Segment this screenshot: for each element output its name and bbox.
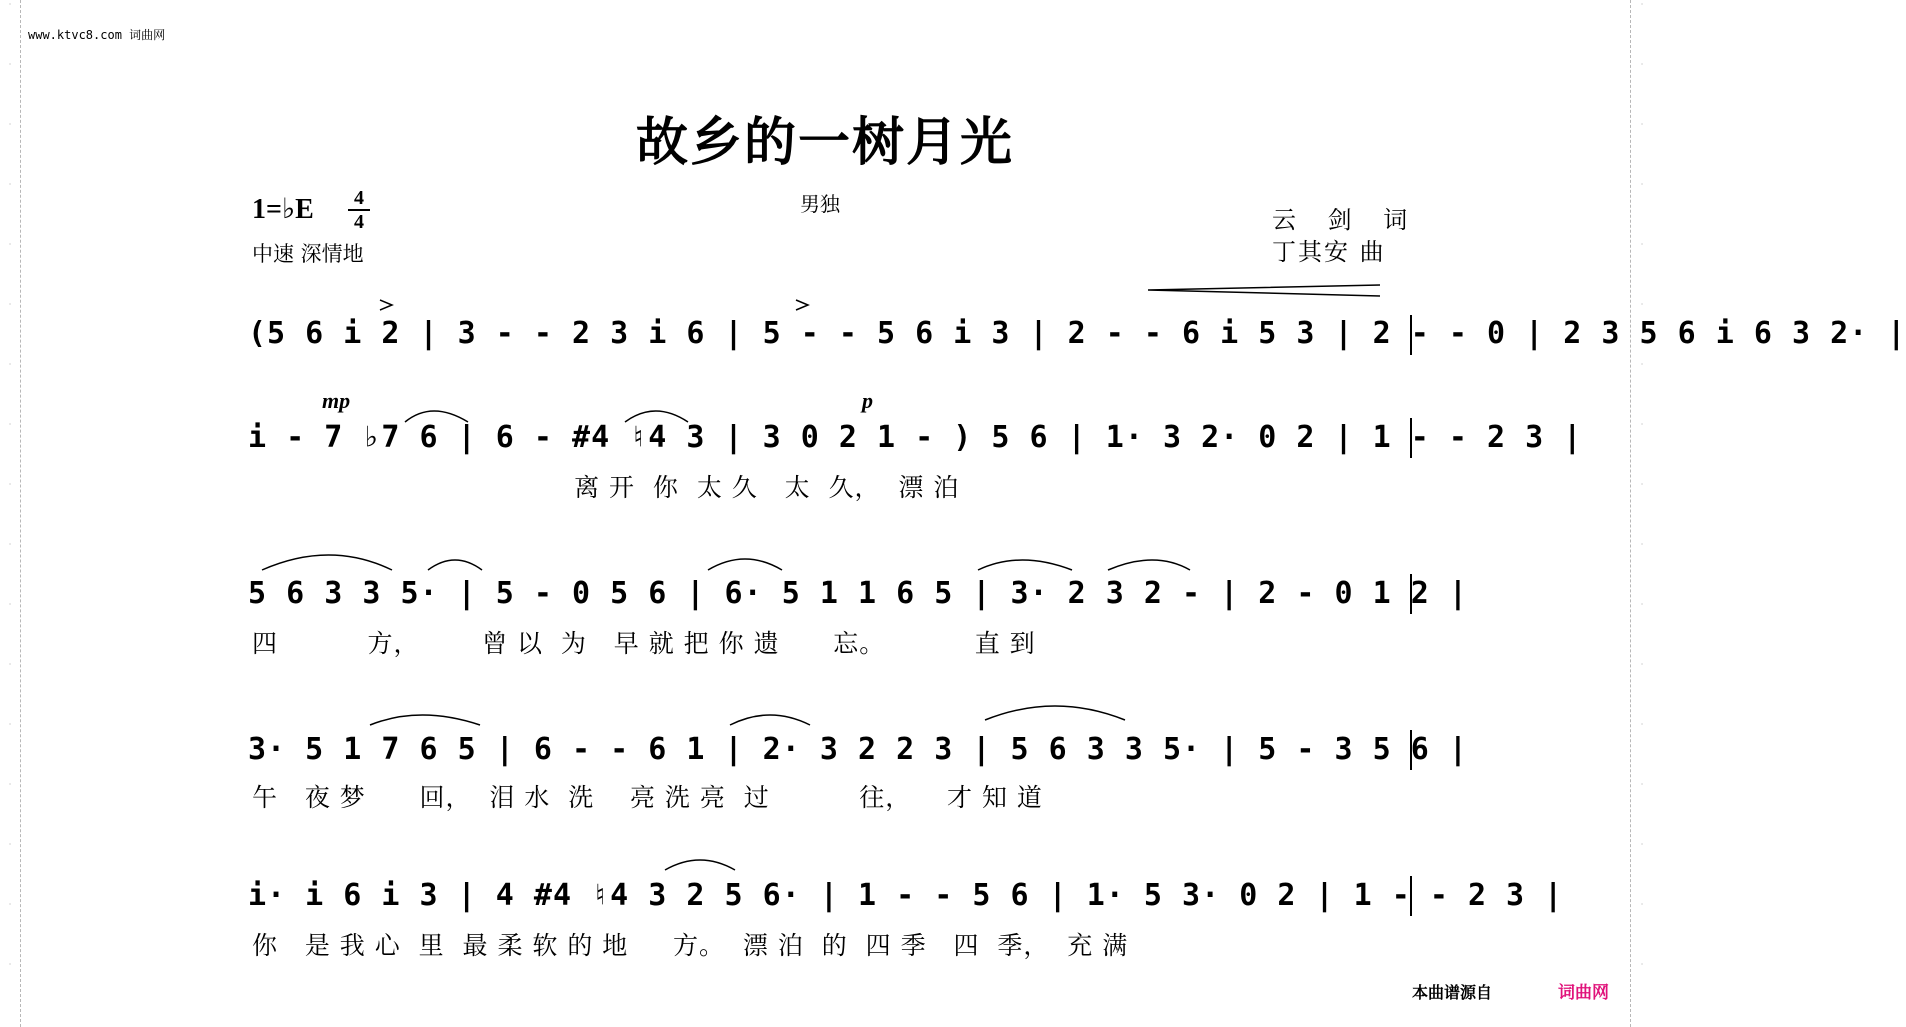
slur: [370, 715, 480, 725]
time-signature-top: 4: [354, 187, 364, 209]
time-signature-bottom: 4: [354, 211, 364, 233]
notation-line: (5 6 i 2 | 3 - - 2 3 i 6 | 5 - - 5 6 i 3 | 2 - - 6 i 5 3 | 2 - - 0 | 2 3 5 6 i 6 3 2· |: [248, 316, 1906, 351]
notation-line: i· i 6 i 3 | 4 #4 ♮4 3 2 5 6· | 1 - - 5 6 | 1· 5 3· 0 2 | 1 - - 2 3 |: [248, 878, 1564, 913]
lyricist-credit: 云 剑 词: [1272, 206, 1420, 234]
lyrics-line: 离 开 你 太 久 太 久， 漂 泊: [252, 473, 960, 502]
slur: [985, 706, 1125, 720]
left-watermark-strip: · · · · · · · · · · · · · · · · ·: [8, 0, 12, 969]
slur: [428, 560, 482, 570]
tempo-accent: [796, 300, 808, 310]
slur: [708, 559, 782, 570]
tempo-accent: [380, 300, 392, 310]
dynamic-marking-mp: mp: [322, 388, 351, 413]
notation-line: 3· 5 1 7 6 5 | 6 - - 6 1 | 2· 3 2 2 3 | 5 6 3 3 5· | 5 - 3 5 6 |: [248, 732, 1468, 767]
right-watermark-strip: · · · · · · · · · · · · · · · · ·: [1640, 0, 1644, 969]
slur: [1108, 560, 1190, 570]
lyrics-line: 午 夜 梦 回， 泪 水 洗 亮 洗 亮 过 往， 才 知 道: [252, 783, 1043, 812]
song-title: 故乡的一树月光: [635, 112, 1014, 173]
notation-line: 5 6 3 3 5· | 5 - 0 5 6 | 6· 5 1 1 6 5 | 3· 2 3 2 - | 2 - 0 1 2 |: [248, 576, 1468, 611]
dynamic-marking-p: p: [862, 388, 873, 413]
voice-type: 男独: [800, 192, 840, 216]
decrescendo-hairpin: [1148, 285, 1380, 296]
lyrics-line: 四 方， 曾 以 为 早 就 把 你 遗 忘。 直 到: [252, 629, 1036, 658]
slur: [262, 555, 392, 570]
slur: [665, 860, 735, 870]
tempo-marking: 中速 深情地: [252, 242, 364, 266]
footer-source-label: 本曲谱源自: [1412, 983, 1493, 1002]
slur: [978, 560, 1072, 570]
key-signature: 1=♭E: [252, 194, 314, 225]
notation-line: i - 7 ♭7 6 | 6 - #4 ♮4 3 | 3 0 2 1 - ) 5 6 | 1· 3 2· 0 2 | 1 - - 2 3 |: [248, 420, 1583, 455]
composer-credit: 丁其安 曲: [1272, 238, 1386, 266]
footer-brand-link[interactable]: 词曲网: [1558, 983, 1609, 1003]
source-url[interactable]: www.ktvc8.com 词曲网: [28, 28, 166, 42]
slur: [730, 715, 810, 725]
lyrics-line: 你 是 我 心 里 最 柔 软 的 地 方。 漂 泊 的 四 季 四 季， 充 满: [252, 931, 1129, 960]
